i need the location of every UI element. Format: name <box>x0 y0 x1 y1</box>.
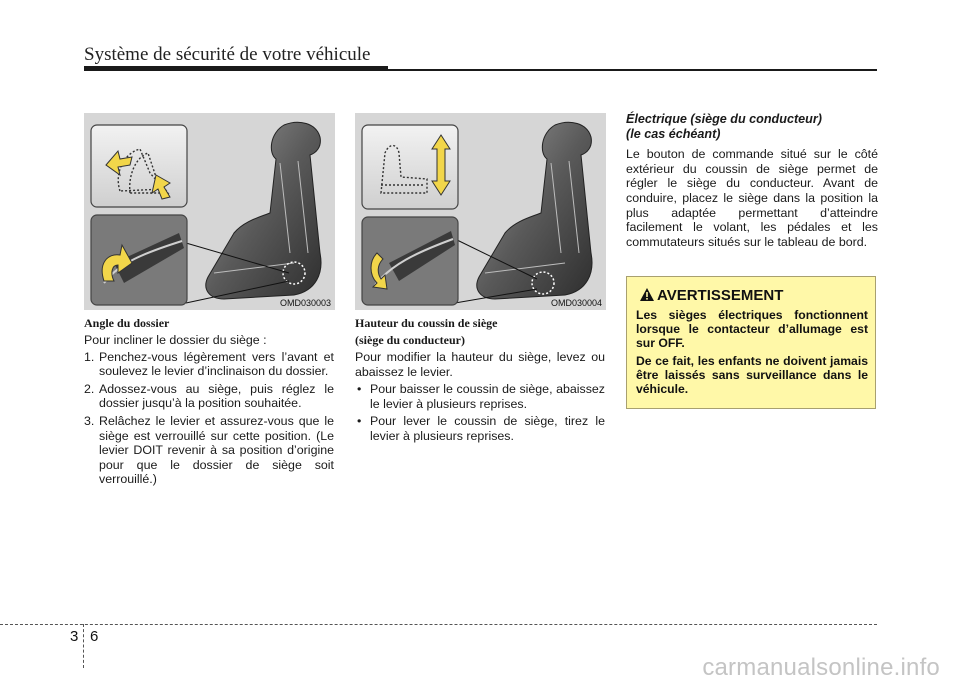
footer-divider <box>83 624 84 668</box>
section-heading: Angle du dossier <box>84 316 170 330</box>
section-intro: Pour incliner le dossier du siège : <box>84 333 267 347</box>
section-heading: Électrique (siège du conducteur) <box>626 112 822 126</box>
warning-icon <box>639 287 655 302</box>
list-item: 3. Relâchez le levier et assurez-vous que le siège est verrouillé sur cette position. (Le levier DOIT revenir à sa position d’origine pour que le dossier de siège soit verrouillé.) <box>84 413 334 487</box>
list-item: 1. Penchez-vous légèrement vers l’avant et soulevez le levier d’inclinaison du dossier. <box>84 349 334 379</box>
list-item: • Pour baisser le coussin de siège, abaissez le levier à plusieurs reprises. <box>357 382 605 411</box>
header-rule <box>84 66 388 71</box>
header-rule-thin <box>388 69 877 71</box>
figure-recline <box>84 113 335 310</box>
figure-cushion-height <box>355 113 606 310</box>
warning-body <box>636 308 868 399</box>
list-item: • Pour lever le coussin de siège, tirez le levier à plusieurs reprises. <box>357 414 605 443</box>
section-heading: Hauteur du coussin de siège <box>355 316 498 330</box>
figure-code: OMD030003 <box>279 298 331 308</box>
steps-list <box>84 350 334 487</box>
figure-code: OMD030004 <box>550 298 602 308</box>
warning-title: AVERTISSEMENT <box>657 287 784 304</box>
section-recline <box>84 316 334 490</box>
section-cushion-height <box>355 316 605 447</box>
watermark: carmanualsonline.info <box>702 654 940 681</box>
warning-box <box>626 276 876 409</box>
bullets-list <box>355 382 605 443</box>
section-subheading: (siège du conducteur) <box>355 333 465 347</box>
page-number: 6 <box>90 628 99 645</box>
list-item: 2. Adossez-vous au siège, puis réglez le dossier jusqu’à la position souhaitée. <box>84 381 334 411</box>
section-body: Le bouton de commande situé sur le côté extérieur du coussin de siège permet de régler le siège du conducteur. Avant de conduire, placez le siège dans la position la plus adaptée permettant d’atteindre facilement le volant, les pédales et les commutateurs situés sur le tableau de bord. <box>626 147 878 249</box>
header-title: Système de sécurité de votre véhicule <box>84 44 371 65</box>
section-intro: Pour modifier la hauteur du siège, levez ou abaissez le levier. <box>355 350 605 379</box>
warning-line: De ce fait, les enfants ne doivent jamais être laissés sans surveillance dans le véhicule. <box>636 353 868 397</box>
section-power-seat <box>626 112 878 249</box>
warning-line: Les sièges électriques fonctionnent lorsque le contacteur d’allumage est sur OFF. <box>636 308 868 351</box>
footer-rule <box>0 624 877 625</box>
section-subheading: (le cas échéant) <box>626 126 721 141</box>
recline-seat-illustration <box>84 113 335 310</box>
page-section-number: 3 <box>70 628 79 645</box>
height-seat-illustration <box>355 113 606 310</box>
